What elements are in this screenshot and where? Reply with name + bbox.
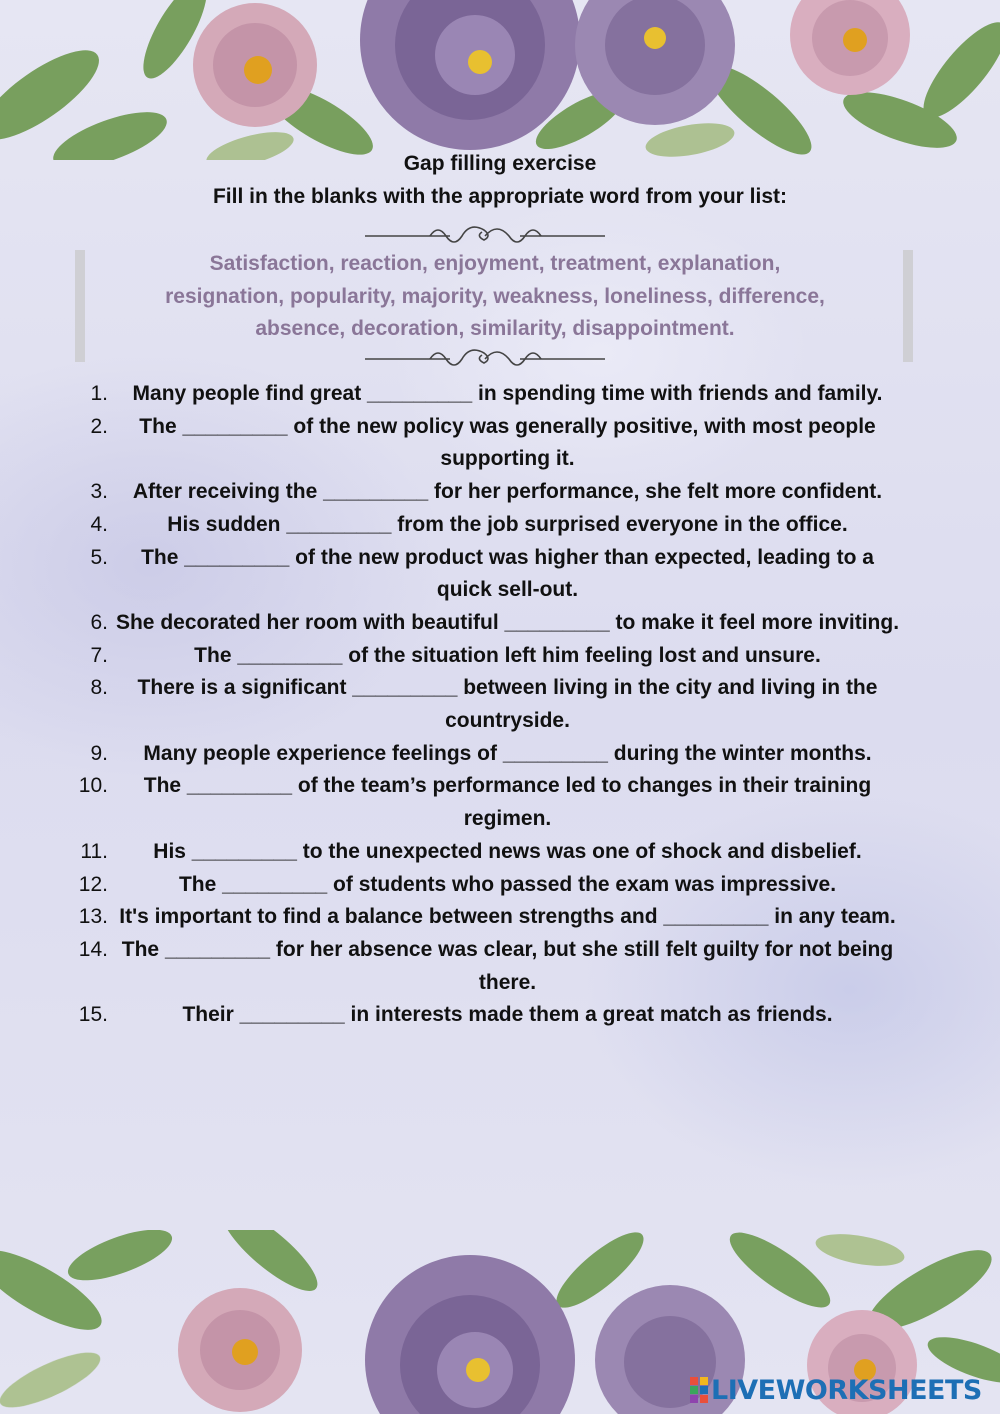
item-number: 8. [90, 676, 108, 700]
exercise-item [60, 934, 940, 999]
item-number: 11. [80, 839, 108, 863]
word-bank-line: absence, decoration, similarity, disappointment. [255, 317, 735, 340]
item-number: 4. [90, 512, 108, 536]
item-sentence: She decorated her room with beautiful _________ to make it feel more inviting. [115, 610, 900, 634]
word-bank [90, 248, 900, 346]
item-number: 6. [90, 610, 108, 634]
exercise-item [60, 901, 940, 934]
item-sentence: It's important to find a balance between strengths and _________ in any team. [119, 905, 896, 929]
item-number: 3. [90, 480, 108, 504]
exercise-item [60, 672, 940, 737]
item-sentence: The _________ of the new product was higher than expected, leading to a quick sell-out. [141, 545, 874, 602]
item-sentence: After receiving the _________ for her performance, she felt more confident. [132, 480, 883, 504]
item-number: 14. [78, 937, 108, 961]
item-number: 1. [90, 382, 108, 405]
item-number: 7. [90, 643, 108, 667]
quote-bar-right [903, 250, 913, 362]
quote-bar-left [75, 250, 85, 362]
instructions: Fill in the blanks with the appropriate word from your list: [212, 185, 788, 208]
item-sentence: The _________ of the situation left him feeling lost and unsure. [194, 643, 821, 667]
watermark-text: LIVEWORKSHEETS [711, 1374, 982, 1406]
exercise-item [60, 999, 940, 1032]
exercise-item [60, 869, 940, 902]
exercise-item [60, 509, 940, 542]
exercise-item [60, 411, 940, 476]
liveworksheets-logo-icon [690, 1377, 708, 1403]
item-number: 5. [90, 545, 108, 569]
item-sentence: The _________ of students who passed the exam was impressive. [178, 872, 837, 896]
exercise-item [60, 836, 940, 869]
exercise-item [60, 738, 940, 771]
exercise-item [60, 542, 940, 607]
item-sentence: Many people find great _________ in spending time with friends and family. [132, 382, 883, 405]
exercise-item [60, 378, 940, 411]
word-bank-line: Satisfaction, reaction, enjoyment, treatment, explanation, [209, 252, 781, 275]
floral-border-top [0, 0, 1000, 160]
item-number: 12. [78, 872, 108, 896]
item-sentence: There is a significant _________ between living in the city and living in the countryside. [137, 676, 878, 733]
item-sentence: Their _________ in interests made them a great match as friends. [182, 1003, 833, 1027]
word-bank-line: resignation, popularity, majority, weakness, loneliness, difference, [165, 284, 825, 308]
item-sentence: Many people experience feelings of _________ during the winter months. [143, 741, 872, 765]
item-sentence: His sudden _________ from the job surprised everyone in the office. [167, 512, 848, 536]
swirl-divider-top [360, 222, 610, 250]
page-title: Gap filling exercise [403, 152, 597, 175]
exercise-item [60, 640, 940, 673]
item-sentence: His _________ to the unexpected news was one of shock and disbelief. [153, 839, 862, 863]
item-number: 13. [78, 905, 108, 929]
item-sentence: The _________ of the new policy was generally positive, with most people supporting it. [139, 414, 876, 471]
exercise-list [60, 378, 940, 1032]
item-sentence: The _________ for her absence was clear, but she still felt guilty for not being there. [121, 937, 894, 994]
liveworksheets-watermark [690, 1374, 990, 1406]
item-number: 15. [78, 1003, 108, 1027]
item-number: 10. [78, 774, 108, 798]
exercise-item [60, 607, 940, 640]
item-number: 9. [90, 741, 108, 765]
item-number: 2. [90, 414, 108, 438]
exercise-item [60, 476, 940, 509]
item-sentence: The _________ of the team’s performance led to changes in their training regimen. [143, 774, 872, 831]
exercise-item [60, 770, 940, 835]
swirl-divider-bottom [360, 345, 610, 373]
